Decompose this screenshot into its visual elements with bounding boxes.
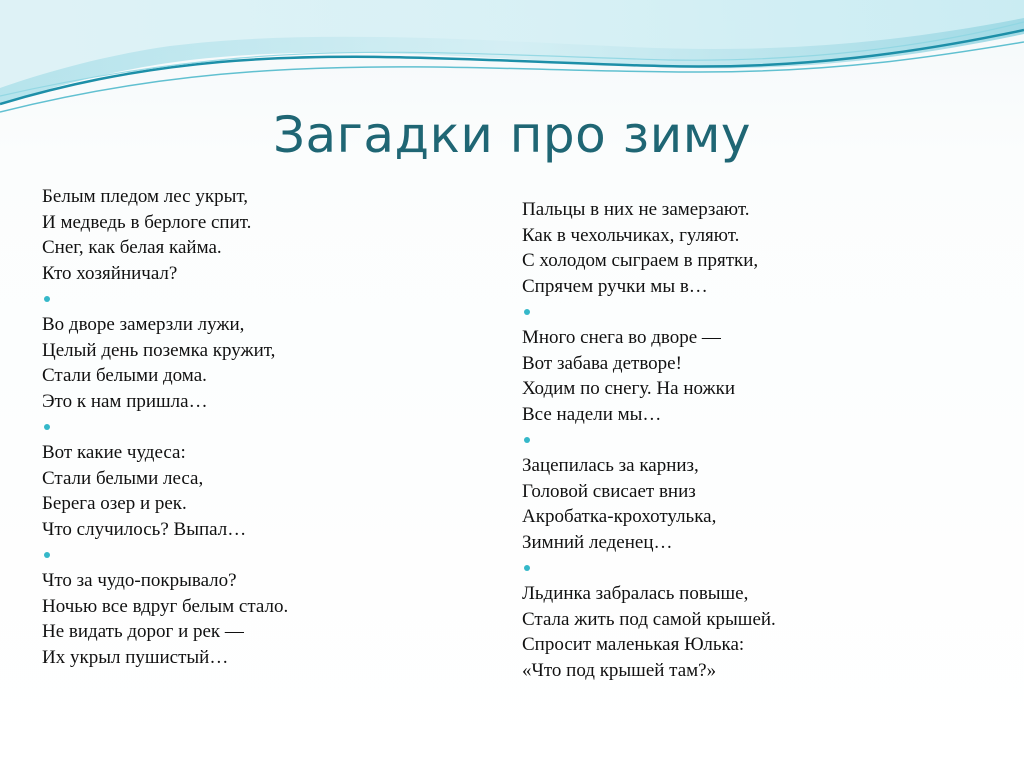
riddles-left-column (42, 184, 502, 670)
riddle-line: Стали белыми дома. (42, 365, 207, 387)
riddle-line: Во дворе замерзли лужи, (42, 313, 245, 335)
riddle-line: Зимний леденец… (522, 531, 673, 553)
riddle-line: Вот какие чудеса: (42, 441, 186, 463)
riddle-line: И медведь в берлоге спит. (42, 211, 252, 233)
riddle-line: Вот забава детворе! (522, 352, 682, 374)
riddles-right-column (522, 197, 982, 683)
riddle-line: Что за чудо-покрывало? (42, 569, 237, 591)
riddle-line: Льдинка забралась повыше, (522, 582, 749, 604)
bullet-icon (522, 299, 982, 325)
riddle-line: Что случилось? Выпал… (42, 518, 247, 540)
riddle-line: Снег, как белая кайма. (42, 237, 222, 259)
riddle-line: Зацепилась за карниз, (522, 454, 699, 476)
riddle-line: Ходим по снегу. На ножки (522, 378, 736, 400)
riddle-line: Спрячем ручки мы в… (522, 275, 708, 297)
riddle-line: Кто хозяйничал? (42, 262, 178, 284)
riddle-line: Стала жить под самой крышей. (522, 608, 776, 630)
bullet-icon (42, 542, 502, 568)
riddle-line: Целый день поземка кружит, (42, 339, 276, 361)
bullet-icon (42, 286, 502, 312)
riddle-line: С холодом сыграем в прятки, (522, 250, 759, 272)
riddle-line: Ночью все вдруг белым стало. (42, 595, 289, 617)
wave-decoration (0, 0, 1024, 120)
bullet-icon (42, 414, 502, 440)
riddle-line: Стали белыми леса, (42, 467, 204, 489)
riddle-line: Берега озер и рек. (42, 493, 187, 515)
riddle-line: Белым пледом лес укрыт, (42, 186, 248, 207)
riddle-line: Много снега во дворе — (522, 326, 721, 348)
riddle-line: Все надели мы… (522, 403, 662, 425)
riddle-line: Их укрыл пушистый… (42, 646, 229, 668)
riddle-line: Акробатка-крохотулька, (522, 506, 717, 528)
page-title: Загадки про зиму (272, 106, 752, 164)
bullet-icon (522, 427, 982, 453)
bullet-icon (522, 555, 982, 581)
riddle-line: Спросит маленькая Юлька: (522, 634, 745, 656)
riddle-line: Головой свисает вниз (522, 480, 696, 502)
riddle-line: Как в чехольчиках, гуляют. (522, 224, 740, 246)
riddle-line: «Что под крышей там?» (522, 659, 717, 681)
riddle-line: Это к нам пришла… (42, 390, 208, 412)
riddle-line: Пальцы в них не замерзают. (522, 199, 750, 220)
riddle-line: Не видать дорог и рек — (42, 621, 244, 643)
